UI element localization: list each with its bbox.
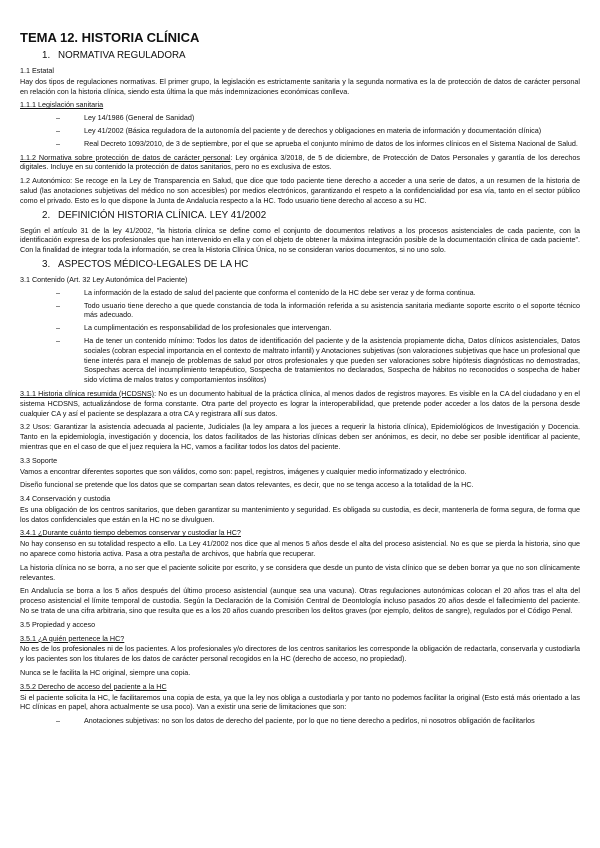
subsection-title: 3.4 Conservación y custodia [20, 494, 111, 504]
list-item: – Ley 14/1986 (General de Sanidad) [56, 113, 580, 123]
paragraph: No es de los profesionales ni de los pacientes. A los profesionales y/o directores de los centros sanitarios les corresponde la obligación de redactarla, conservarla y custodiarla y los pacientes son los titulares de los datos de carácter personal recogidos en la HC (derecho de acceso, no propiedad). [20, 644, 580, 664]
content-list [20, 288, 580, 385]
list-item: – Ha de tener un contenido mínimo: Todos los datos de identificación del paciente y de la asistencia propiamente dicha, Datos clínicos asistenciales, Datos sociales (cobran especial importancia en el contexto de maltrato infantil) y Anotaciones subjetivas (son valoraciones subjetivas que hace un profesional que tiene interés para el manejo de problemas de salud por otros profesionales y que pueden ser valoraciones sobre hipótesis diagnósticas no demostradas, Sospechas acerca del incumplimiento terapéutico, Sospecha de tratamientos no declarados, Sospecha de hábitos no reconocidos o sospecha de haber sido víctima de malos tratos y comportamientos insólitos) [56, 336, 580, 385]
subsection-title: 3.5.1 ¿A quién pertenece la HC? [20, 633, 125, 643]
paragraph: Si el paciente solicita la HC, le facilitaremos una copia de esta, ya que la ley nos obliga a custodiarla y por tanto no podemos facilitar la original (Esto está más orientado a las HC clínicas en papel, ahora actualmente se usa poco). Van a existir una serie de limitaciones que son: [20, 692, 580, 712]
section-1-heading: 1. NORMATIVA REGULADORA [42, 50, 186, 61]
list-item: – Todo usuario tiene derecho a que quede constancia de toda la información referida a su asistencia sanitaria mediante soporte escrito o el soporte técnico más adecuado. [56, 301, 580, 321]
laws-list [20, 113, 580, 148]
list-item: – Ley 41/2002 (Básica reguladora de la autonomía del paciente y de derechos y obligaciones en materia de información y documentación clínica) [56, 126, 580, 136]
paragraph: Según el artículo 31 de la ley 41/2002, "la historia clínica se define como el conjunto de documentos relativos a los procesos asistenciales de cada paciente, con la identificación expresa de los profesionales que han intervenido en ella y con el objeto de obtener la máxima integración posible de la documentación clínica de cada paciente". Con la finalidad de integrar toda la información, se crea la Historia Clínica Única, no se consideran varios documentos, si no uno solo. [20, 225, 580, 255]
paragraph: Diseño funcional se pretende que los datos que se compartan sean datos relevantes, es decir, que no se tenga acceso a la totalidad de la HC. [20, 480, 474, 490]
list-item: – La cumplimentación es responsabilidad de los profesionales que intervengan. [56, 323, 580, 333]
list-item: – La información de la estado de salud del paciente que conforma el contenido de la HC debe ser veraz y de forma continua. [56, 288, 580, 298]
subsection-title: 3.5.2 Derecho de acceso del paciente a la HC [20, 681, 167, 691]
paragraph: 1.2 Autonómico: Se recoge en la Ley de Transparencia en Salud, que dice que todo paciente tiene derecho a acceder a una serie de datos, a un resumen de la historia de salud (las anotaciones subjetivas del médico no son accesibles) por medios electrónicos, garantizando el respeto a la confidencialidad por esa vía, tanto en el sector público como el privado. Esto es lo que dispone la Junta de Andalucía respecto a la HC. Todo usuario tiene derecho al acceso a su HC. [20, 176, 580, 205]
list-item: – Anotaciones subjetivas: no son los datos de derecho del paciente, por lo que no tiene derecho a pedirlos, ni nosotros obligación de facilitarlos [56, 716, 580, 726]
paragraph: En Andalucía se borra a los 5 años después del último proceso asistencial (aunque sea una vacuna). Otras regulaciones autonómicas colocan el 20 años tras el alta del proceso asistencial el límite temporal de custodia. Según la Declaración de la Comisión Central de Deontología incluso pasados 20 años desde el fallecimiento del paciente. No se trata de una cifra arbitraria, sino que resulta que es a los 20 años cuando prescriben los delitos graves (por ejemplo, delitos de sangre), regulados por el Código Penal. [20, 586, 580, 616]
paragraph: Es una obligación de los centros sanitarios, que deben garantizar su mantenimiento y seguridad. Es obligada su custodia, es decir, mantenerla de forma segura, de forma que los datos confidenciales que están en la HC no se divulguen. [20, 504, 580, 524]
section-3-heading: 3. ASPECTOS MÉDICO-LEGALES DE LA HC [42, 258, 249, 270]
paragraph: 3.1.1 Historia clínica resumida (HCDSNS): No es un documento habitual de la práctica clínica, al menos dados de registros mayores. Es visible en la CA del ciudadano y en el sistema HCDSNS, actualizándose de forma constante. Otra parte del proyecto es lograr la interoperabilidad, que pretende poder acceder a los datos de la persona desde cualquier CA y así el paciente se desplazara a otra CA y registrara allí sus datos. [20, 388, 580, 418]
page-title: TEMA 12. HISTORIA CLÍNICA [20, 30, 200, 45]
list-item: – Real Decreto 1093/2010, de 3 de septiembre, por el que se aprueba el conjunto mínimo de datos de los informes clínicos en el Sistema Nacional de Salud. [56, 139, 580, 149]
limits-list [20, 716, 580, 726]
paragraph: Nunca se le facilita la HC original, siempre una copia. [20, 668, 191, 678]
subsection-title: 3.4.1 ¿Durante cuánto tiempo debemos conservar y custodiar la HC? [20, 528, 241, 538]
subsection-title: 3.5 Propiedad y acceso [20, 619, 96, 629]
paragraph: La historia clínica no se borra, a no ser que el paciente solicite por escrito, y se considera que desde un punto de vista clínico que se deben borrar ya que no son clínicamente relevantes. [20, 562, 580, 582]
subsection-title: 3.1 Contenido (Art. 32 Ley Autonómica del Paciente) [20, 274, 188, 284]
paragraph: No hay consenso en su totalidad respecto a ello. La Ley 41/2002 nos dice que al menos 5 años desde el alta del proceso asistencial. No es que se pierda la historia, sino que no aparece como historia activa. Pasa a otra pestaña de archivos, que habría que recuperar. [20, 539, 580, 559]
paragraph: Hay dos tipos de regulaciones normativas. El primer grupo, la legislación es estrictamente sanitaria y la segunda normativa es la de protección de datos de carácter personal en relación con la historia clínica, siendo esta última la que más indemnizaciones económicas conlleva. [20, 76, 580, 96]
section-2-heading: 2. DEFINICIÓN HISTORIA CLÍNICA. LEY 41/2002 [42, 209, 267, 221]
paragraph: 3.2 Usos: Garantizar la asistencia adecuada al paciente, Judiciales (la ley ampara a los jueces a requerir la historia clínica), Epidemiológicos de Investigación y Docencia. Tanto en la epidemiología, investigación y docencia, los datos facilitados de las historias clínicas deben ser anónimos, es decir, no debe ser posible identificar al paciente, mientras que en el caso de que el juez requiera la HC, vamos a facilitar todos los datos del paciente. [20, 422, 580, 451]
subsection-title: 1.1 Estatal [20, 66, 54, 75]
subsection-title: 3.3 Soporte [20, 455, 58, 465]
document-page [20, 0, 580, 726]
subsection-title: 1.1.1 Legislación sanitaria [20, 100, 104, 110]
paragraph: Vamos a encontrar diferentes soportes que son válidos, como son: papel, registros, imágenes y cualquier medio informatizado y electrónico. [20, 466, 467, 476]
paragraph: 1.1.2 Normativa sobre protección de datos de carácter personal: Ley orgánica 3/2018, de 5 de diciembre, de Protección de Datos Personales y garantía de los derechos digitales. Incluye en su contenido la protección de datos sanitarios, pero no es exclusiva de estos. [20, 152, 580, 172]
